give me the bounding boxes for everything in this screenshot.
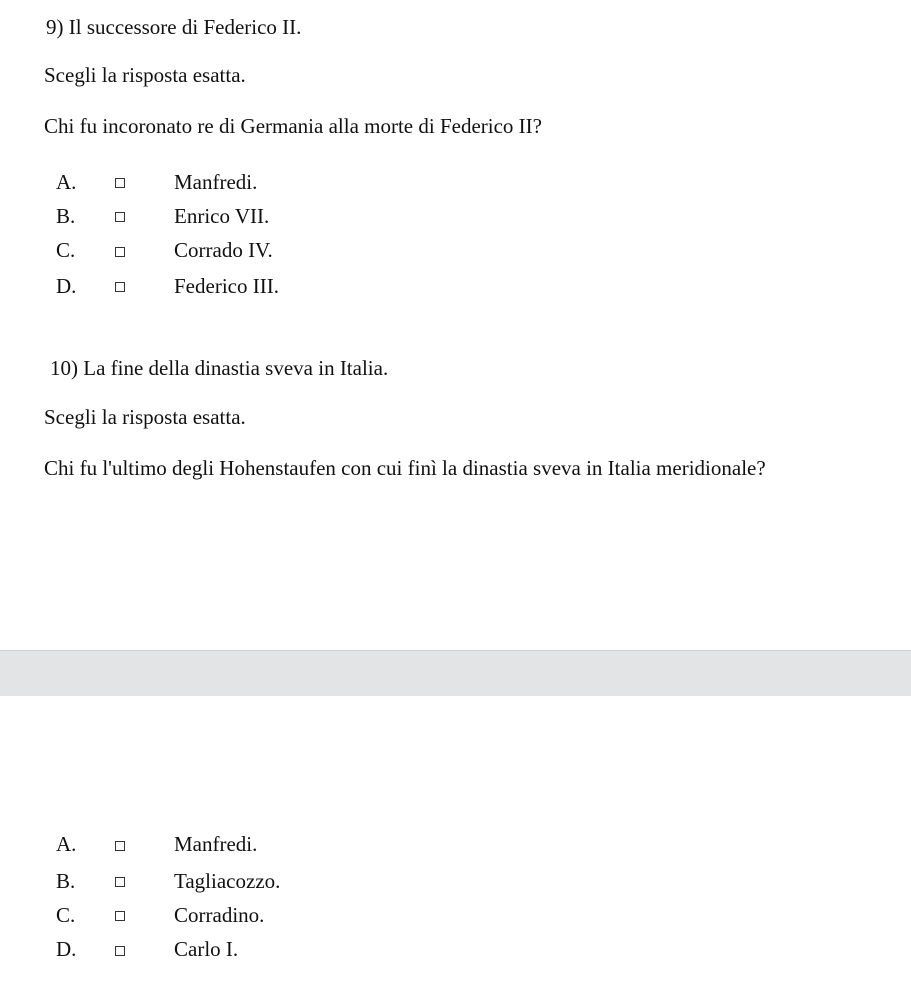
question-9-title: 9) Il successore di Federico II.	[46, 15, 302, 39]
option-letter: D.	[56, 274, 77, 298]
question-9-text: Chi fu incoronato re di Germania alla morte di Federico II?	[44, 114, 542, 138]
option-letter: D.	[56, 937, 77, 961]
document-page-2	[0, 696, 911, 988]
checkbox-icon[interactable]	[115, 841, 125, 851]
checkbox-icon[interactable]	[115, 212, 125, 222]
question-10-text: Chi fu l'ultimo degli Hohenstaufen con cui finì la dinastia sveva in Italia meridionale?	[44, 456, 766, 480]
checkbox-icon[interactable]	[115, 877, 125, 887]
option-text: Federico III.	[174, 274, 279, 298]
option-letter: A.	[56, 832, 77, 856]
option-text: Enrico VII.	[174, 204, 270, 228]
checkbox-icon[interactable]	[115, 911, 125, 921]
checkbox-icon[interactable]	[115, 946, 125, 956]
option-letter: B.	[56, 869, 76, 893]
checkbox-icon[interactable]	[115, 247, 125, 257]
page-break	[0, 650, 911, 697]
checkbox-icon[interactable]	[115, 178, 125, 188]
option-letter: C.	[56, 903, 76, 927]
option-letter: A.	[56, 170, 77, 194]
option-text: Tagliacozzo.	[174, 869, 281, 893]
checkbox-icon[interactable]	[115, 282, 125, 292]
option-text: Corrado IV.	[174, 238, 273, 262]
question-9-instruction: Scegli la risposta esatta.	[44, 63, 246, 87]
option-text: Manfredi.	[174, 170, 258, 194]
option-letter: C.	[56, 238, 76, 262]
option-text: Carlo I.	[174, 937, 239, 961]
option-letter: B.	[56, 204, 76, 228]
option-text: Manfredi.	[174, 832, 258, 856]
option-text: Corradino.	[174, 903, 265, 927]
question-10-title: 10) La fine della dinastia sveva in Italia.	[50, 356, 389, 380]
question-10-instruction: Scegli la risposta esatta.	[44, 405, 246, 429]
